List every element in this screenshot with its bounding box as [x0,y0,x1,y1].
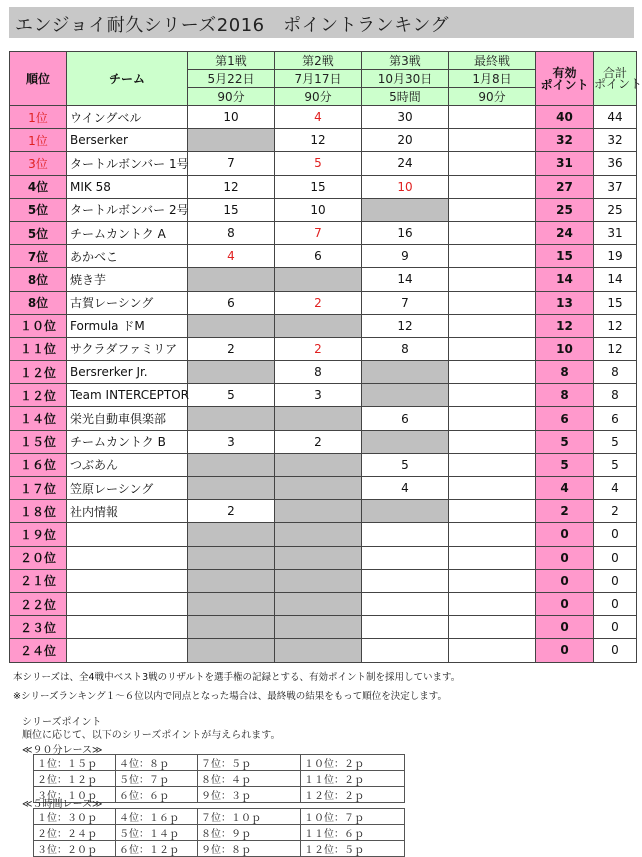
points-cell: ６位：１２ｐ [116,841,198,857]
ranking-row [10,546,637,569]
effective-points-cell: 10 [536,337,594,360]
total-points-cell: 14 [594,268,637,291]
team-name-cell [67,569,188,592]
race-duration-header: 90分 [449,88,536,106]
rank-cell: 8位 [10,291,67,314]
ranking-row [10,361,637,384]
effective-points-cell: 0 [536,546,594,569]
race-score-cell [449,453,536,476]
team-name-cell: チームカントク A [67,221,188,244]
team-name-cell [67,639,188,662]
rank-cell: 5位 [10,221,67,244]
race-score-cell: 7 [275,221,362,244]
total-points-cell: 25 [594,198,637,221]
race-score-cell: 2 [275,430,362,453]
race-score-cell: 12 [188,175,275,198]
team-name-cell: タートルボンバー 2号 [67,198,188,221]
total-points-cell: 12 [594,337,637,360]
total-points-cell: 0 [594,523,637,546]
rank-cell: 8位 [10,268,67,291]
race-score-cell: 2 [188,337,275,360]
total-points-cell: 19 [594,245,637,268]
title-bar [9,7,634,38]
total-points-cell: 0 [594,616,637,639]
team-name-cell: サクラダファミリア [67,337,188,360]
points-cell: ８位：４ｐ [198,771,301,787]
race-score-cell [188,477,275,500]
points-row [34,841,405,857]
total-points-header [594,52,642,106]
total-points-cell: 2 [594,500,637,523]
effective-points-cell: 25 [536,198,594,221]
team-name-cell: 栄光自動車倶楽部 [67,407,188,430]
team-name-cell: MIK 58 [67,175,188,198]
rank-cell: １９位 [10,523,67,546]
total-points-cell: 5 [594,453,637,476]
race-duration-header: 90分 [275,88,362,106]
race-score-cell: 2 [188,500,275,523]
race-score-cell [449,245,536,268]
race-score-cell [275,639,362,662]
race-score-cell [188,314,275,337]
points-cell: ５位：７ｐ [116,771,198,787]
race-date-header: 1月8日 [449,70,536,88]
rank-cell: ２３位 [10,616,67,639]
effective-points-cell: 6 [536,407,594,430]
effective-points-cell: 0 [536,616,594,639]
race-score-cell [188,361,275,384]
rank-cell: ２１位 [10,569,67,592]
ranking-row [10,407,637,430]
race-score-cell [362,361,449,384]
race-score-cell [275,592,362,615]
points-row [34,825,405,841]
race-name-header: 第1戦 [188,52,275,70]
race-score-cell [449,500,536,523]
points-cell: １０位：２ｐ [301,755,405,771]
race-score-cell [362,616,449,639]
rank-cell: 1位 [10,129,67,152]
ranking-row [10,500,637,523]
total-points-cell: 15 [594,291,637,314]
ranking-row [10,314,637,337]
team-name-cell: Berserker [67,129,188,152]
race-score-cell: 6 [275,245,362,268]
total-points-cell: 12 [594,314,637,337]
race-score-cell: 24 [362,152,449,175]
points-cell: ４位：１６ｐ [116,809,198,825]
race-name-header: 第3戦 [362,52,449,70]
effective-points-header [536,52,594,106]
points-cell: ２位：２４ｐ [34,825,116,841]
race-score-cell [275,523,362,546]
total-points-cell: 31 [594,221,637,244]
rank-cell: １８位 [10,500,67,523]
race-score-cell: 20 [362,129,449,152]
race-score-cell: 3 [275,384,362,407]
ranking-row [10,106,637,129]
race-score-cell [188,616,275,639]
effective-points-cell: 8 [536,384,594,407]
ranking-row [10,616,637,639]
team-name-cell: タートルボンバー 1号 [67,152,188,175]
race-score-cell: 10 [362,175,449,198]
race-score-cell: 6 [362,407,449,430]
points-cell: １１位：２ｐ [301,771,405,787]
race-score-cell [362,198,449,221]
race-score-cell [275,268,362,291]
ranking-row [10,129,637,152]
race-duration-header: 90分 [188,88,275,106]
race-score-cell [362,523,449,546]
race-score-cell [449,337,536,360]
note-tiebreak: ※シリーズランキング１～６位以内で同点となった場合は、最終戦の結果をもって順位を決定します。 [13,691,447,702]
effective-points-cell: 5 [536,430,594,453]
race-score-cell [449,268,536,291]
race-score-cell: 8 [275,361,362,384]
race-score-cell: 14 [362,268,449,291]
team-name-cell: 焼き芋 [67,268,188,291]
race-score-cell [188,569,275,592]
race-score-cell [362,384,449,407]
rank-cell: 7位 [10,245,67,268]
points-cell: ９位：３ｐ [198,787,301,803]
points-cell: ６位：６ｐ [116,787,198,803]
effective-points-cell: 5 [536,453,594,476]
race-score-cell [362,500,449,523]
race-score-cell [362,592,449,615]
effective-points-cell: 31 [536,152,594,175]
effective-points-cell: 40 [536,106,594,129]
race-score-cell [188,129,275,152]
rank-cell: １４位 [10,407,67,430]
race-score-cell [275,314,362,337]
total-points-cell: 6 [594,407,637,430]
series-points-title: シリーズポイント [22,717,102,728]
race-score-cell [275,453,362,476]
race-score-cell [188,268,275,291]
race-score-cell: 7 [362,291,449,314]
effective-header-line: 有効 [552,65,577,80]
rank-header: 順位 [10,52,67,106]
rank-cell: １２位 [10,384,67,407]
race-score-cell [449,546,536,569]
race-score-cell: 2 [275,337,362,360]
rank-cell: 4位 [10,175,67,198]
team-name-cell: 笠原レーシング [67,477,188,500]
team-name-cell: ウイングベル [67,106,188,129]
ranking-row [10,175,637,198]
effective-points-cell: 12 [536,314,594,337]
race5h-label: ≪５時間レース≫ [22,799,103,810]
rank-cell: 5位 [10,198,67,221]
team-name-cell: Formula ドM [67,314,188,337]
team-name-cell [67,616,188,639]
team-name-cell: 社内情報 [67,500,188,523]
total-points-cell: 36 [594,152,637,175]
rank-cell: １０位 [10,314,67,337]
race-score-cell: 16 [362,221,449,244]
race-score-cell [362,546,449,569]
rank-cell: １２位 [10,361,67,384]
race-score-cell [449,106,536,129]
race-score-cell: 4 [362,477,449,500]
rank-cell: １１位 [10,337,67,360]
race-score-cell: 5 [275,152,362,175]
points-row [34,755,405,771]
race-score-cell [275,500,362,523]
race-score-cell [188,453,275,476]
race-score-cell: 4 [275,106,362,129]
points-cell: ５位：１４ｐ [116,825,198,841]
race-score-cell [449,639,536,662]
points-cell: ２位：１２ｐ [34,771,116,787]
points-cell: ８位：９ｐ [198,825,301,841]
team-name-cell [67,592,188,615]
race-score-cell: 8 [362,337,449,360]
race-score-cell [362,639,449,662]
race-score-cell [449,361,536,384]
total-points-cell: 32 [594,129,637,152]
points-row [34,771,405,787]
race-score-cell [449,523,536,546]
total-points-cell: 8 [594,361,637,384]
points-cell: ３位：１０ｐ [34,787,116,803]
points-cell: ７位：１０ｐ [198,809,301,825]
note-best3: 本シリーズは、全4戦中ベスト3戦のリザルトを選手権の記録とする、有効ポイント制を採用しています。 [13,672,461,683]
team-name-cell: 古賀レーシング [67,291,188,314]
race-score-cell [275,407,362,430]
race-score-cell [449,129,536,152]
race-score-cell: 2 [275,291,362,314]
total-points-cell: 44 [594,106,637,129]
race-score-cell: 9 [362,245,449,268]
ranking-row [10,477,637,500]
race-score-cell: 10 [188,106,275,129]
race-score-cell: 7 [188,152,275,175]
ranking-row [10,221,637,244]
race-score-cell: 4 [188,245,275,268]
effective-points-cell: 2 [536,500,594,523]
race-score-cell [449,221,536,244]
page-title: エンジョイ耐久シリーズ2016 ポイントランキング [15,15,450,36]
race-score-cell [449,407,536,430]
race-score-cell [362,430,449,453]
race-score-cell [188,407,275,430]
race-score-cell: 5 [362,453,449,476]
total-points-cell: 0 [594,639,637,662]
points-cell: ９位：８ｐ [198,841,301,857]
race-score-cell [449,430,536,453]
series-points-subtitle: 順位に応じて、以下のシリーズポイントが与えられます。 [22,730,281,741]
rank-cell: ２０位 [10,546,67,569]
race-score-cell [449,291,536,314]
points-cell: １１位：６ｐ [301,825,405,841]
race-score-cell [449,175,536,198]
rank-cell: 3位 [10,152,67,175]
race-score-cell [449,314,536,337]
team-name-cell: Team INTERCEPTOR [67,384,188,407]
points-cell: ３位：２０ｐ [34,841,116,857]
race-score-cell: 12 [362,314,449,337]
points-row [34,809,405,825]
race-score-cell: 12 [275,129,362,152]
effective-points-cell: 0 [536,639,594,662]
total-points-cell: 0 [594,569,637,592]
race-score-cell: 6 [188,291,275,314]
race-score-cell [449,477,536,500]
rank-cell: 1位 [10,106,67,129]
ranking-row [10,198,637,221]
race-score-cell [449,569,536,592]
team-name-cell [67,546,188,569]
ranking-row [10,430,637,453]
points-cell: １位：１５ｐ [34,755,116,771]
race-date-header: 5月22日 [188,70,275,88]
effective-points-cell: 24 [536,221,594,244]
race-score-cell: 15 [188,198,275,221]
ranking-row [10,569,637,592]
points-cell: １２位：２ｐ [301,787,405,803]
effective-points-cell: 32 [536,129,594,152]
race-score-cell [275,546,362,569]
race-duration-header: 5時間 [362,88,449,106]
race-score-cell [449,592,536,615]
race-score-cell [449,384,536,407]
effective-points-cell: 8 [536,361,594,384]
race-date-header: 7月17日 [275,70,362,88]
race-score-cell: 5 [188,384,275,407]
race-score-cell: 15 [275,175,362,198]
race-score-cell [449,152,536,175]
points-cell: ７位：５ｐ [198,755,301,771]
team-name-cell: あかべこ [67,245,188,268]
race-score-cell [188,523,275,546]
effective-points-cell: 0 [536,523,594,546]
race-date-header: 10月30日 [362,70,449,88]
effective-points-cell: 13 [536,291,594,314]
race-score-cell: 3 [188,430,275,453]
race-score-cell [449,616,536,639]
total-points-cell: 5 [594,430,637,453]
race-score-cell [188,592,275,615]
effective-points-cell: 0 [536,569,594,592]
race-score-cell [275,569,362,592]
race-name-header: 最終戦 [449,52,536,70]
ranking-row [10,639,637,662]
team-name-cell: Bersrerker Jr. [67,361,188,384]
points-cell: １０位：７ｐ [301,809,405,825]
race-score-cell: 10 [275,198,362,221]
race-score-cell [362,569,449,592]
race-score-cell: 8 [188,221,275,244]
race-score-cell [449,198,536,221]
ranking-row [10,337,637,360]
team-name-cell [67,523,188,546]
total-points-cell: 37 [594,175,637,198]
effective-points-cell: 15 [536,245,594,268]
effective-header-line: ポイント [540,77,589,92]
team-name-cell: チームカントク B [67,430,188,453]
ranking-row [10,592,637,615]
ranking-row [10,268,637,291]
ranking-row [10,152,637,175]
ranking-row [10,291,637,314]
race-score-cell [188,546,275,569]
effective-points-cell: 14 [536,268,594,291]
rank-cell: ２２位 [10,592,67,615]
team-header: チーム [67,52,188,106]
race-score-cell [275,477,362,500]
total-header-line: ポイント [594,76,642,91]
total-header-line: 合計 [602,65,627,80]
race-score-cell: 30 [362,106,449,129]
total-points-cell: 4 [594,477,637,500]
ranking-table [9,51,642,663]
rank-cell: １６位 [10,453,67,476]
race-score-cell [188,639,275,662]
points-cell: ４位：８ｐ [116,755,198,771]
rank-cell: １５位 [10,430,67,453]
total-points-cell: 8 [594,384,637,407]
ranking-row [10,523,637,546]
total-points-cell: 0 [594,546,637,569]
total-points-cell: 0 [594,592,637,615]
points-cell: １２位：５ｐ [301,841,405,857]
ranking-row [10,453,637,476]
race90-label: ≪９０分レース≫ [22,745,103,756]
points-cell: １位：３０ｐ [34,809,116,825]
effective-points-cell: 0 [536,592,594,615]
rank-cell: ２４位 [10,639,67,662]
race-score-cell [275,616,362,639]
race5h-points-table [33,808,405,857]
effective-points-cell: 27 [536,175,594,198]
team-name-cell: つぶあん [67,453,188,476]
ranking-row [10,384,637,407]
ranking-row [10,245,637,268]
effective-points-cell: 4 [536,477,594,500]
race-name-header: 第2戦 [275,52,362,70]
rank-cell: １７位 [10,477,67,500]
